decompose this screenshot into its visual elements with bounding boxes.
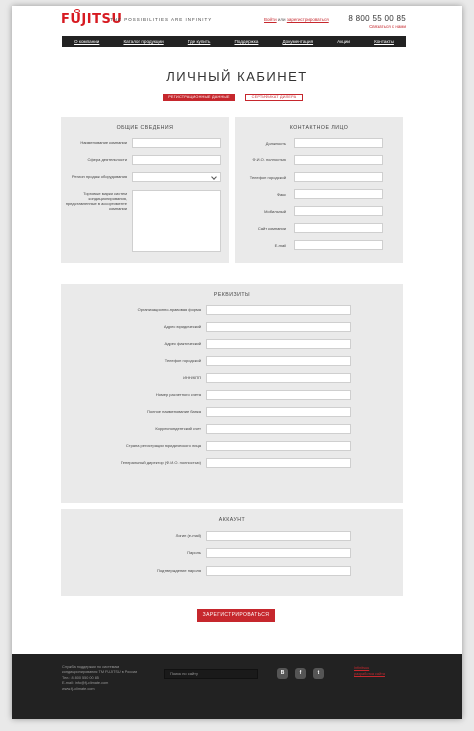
contact-phone-input[interactable] bbox=[294, 172, 383, 182]
login-email-input[interactable] bbox=[206, 531, 351, 541]
tab-dealer-certificate[interactable]: СЕРТИФИКАТ ДИЛЕРА bbox=[245, 94, 303, 101]
twitter-icon[interactable]: t bbox=[313, 668, 324, 679]
activity-field-input[interactable] bbox=[132, 155, 221, 165]
nav-item-promotions[interactable]: Акции bbox=[337, 39, 350, 44]
logo-text: FUJITSU bbox=[61, 12, 123, 27]
registration-country-input[interactable] bbox=[206, 441, 351, 451]
field-label: Торговые марки систем кондиционирования, представленные в ассортименте компании bbox=[65, 191, 127, 211]
nav-item-contacts[interactable]: Контакты bbox=[374, 39, 394, 44]
fax-input[interactable] bbox=[294, 189, 383, 199]
field-label: Ф.И.О. полностью bbox=[252, 157, 286, 162]
infinity-mark-icon bbox=[74, 9, 80, 13]
legal-form-input[interactable] bbox=[206, 305, 351, 315]
footer-line: www.fj-climate.com bbox=[62, 686, 95, 691]
field-label: Адрес юридический bbox=[163, 324, 201, 329]
footer-line: E-mail: info@fj-climate.com bbox=[62, 681, 109, 686]
callback-link[interactable]: Связаться с нами bbox=[369, 24, 406, 29]
field-label: Адрес фактический bbox=[164, 341, 201, 346]
field-label: Сфера деятельности bbox=[87, 157, 127, 162]
login-link[interactable]: Войти bbox=[264, 17, 277, 22]
nav-item-about[interactable]: О компании bbox=[74, 39, 100, 44]
general-director-input[interactable] bbox=[206, 458, 351, 468]
vk-icon[interactable]: B bbox=[277, 668, 288, 679]
password-input[interactable] bbox=[206, 548, 351, 558]
password-confirm-input[interactable] bbox=[206, 566, 351, 576]
field-label: Мобильный bbox=[264, 209, 286, 214]
footer-support-info bbox=[62, 665, 137, 692]
contact-person-title: КОНТАКТНОЕ ЛИЦО bbox=[289, 125, 349, 131]
nav-item-documentation[interactable]: Документация bbox=[282, 39, 314, 44]
sales-region-select[interactable] bbox=[132, 172, 221, 182]
field-label: Логин (e-mail) bbox=[175, 533, 201, 538]
requisites-title: РЕКВИЗИТЫ bbox=[213, 292, 251, 298]
inn-kpp-input[interactable] bbox=[206, 373, 351, 383]
requisites-panel bbox=[61, 284, 403, 503]
field-label: Телефон городской bbox=[164, 358, 201, 363]
account-title: АККАУНТ bbox=[218, 517, 246, 523]
field-label: Телефон городской bbox=[249, 175, 286, 180]
position-input[interactable] bbox=[294, 138, 383, 148]
footer-line: Служба поддержки по системам bbox=[62, 665, 120, 669]
field-label: Корреспондентский счет bbox=[155, 426, 201, 431]
register-link[interactable]: зарегистрироваться bbox=[286, 17, 329, 22]
page-title: ЛИЧНЫЙ КАБИНЕТ bbox=[166, 69, 308, 84]
page bbox=[12, 6, 462, 719]
field-label: Факс bbox=[276, 192, 286, 197]
field-label: Подтверждение пароля bbox=[157, 568, 201, 573]
requisites-phone-input[interactable] bbox=[206, 356, 351, 366]
tagline: THE POSSIBILITIES ARE INFINITY bbox=[110, 17, 213, 22]
field-label: Номер расчетного счета bbox=[155, 392, 201, 397]
field-label: Должность bbox=[265, 141, 286, 146]
nav-item-support[interactable]: Поддержка bbox=[234, 39, 259, 44]
account-number-input[interactable] bbox=[206, 390, 351, 400]
footer-search-input[interactable]: Поиск по сайту bbox=[164, 669, 258, 679]
field-label: Полное наименование банка bbox=[147, 409, 201, 414]
register-button[interactable]: ЗАРЕГИСТРИРОВАТЬСЯ bbox=[197, 609, 275, 622]
field-label: Наименование компании bbox=[80, 140, 127, 145]
field-label: Регион продаж оборудования bbox=[71, 174, 127, 179]
contact-person-panel bbox=[235, 117, 403, 263]
tab-registration-data[interactable]: РЕГИСТРАЦИОННЫЕ ДАННЫЕ bbox=[163, 94, 235, 101]
contact-full-name-input[interactable] bbox=[294, 155, 383, 165]
nav-item-where-to-buy[interactable]: Где купить bbox=[187, 39, 211, 44]
footer-link-site-dev[interactable]: разработка сайта bbox=[354, 672, 385, 676]
field-label: Пароль bbox=[187, 550, 201, 555]
field-label: Генеральный директор (Ф.И.О. полностью) bbox=[120, 460, 201, 465]
account-panel bbox=[61, 509, 403, 596]
email-input[interactable] bbox=[294, 240, 383, 250]
trademarks-textarea[interactable] bbox=[132, 190, 221, 252]
header bbox=[12, 6, 462, 36]
main-nav bbox=[62, 36, 406, 47]
general-info-panel bbox=[61, 117, 229, 263]
bank-name-input[interactable] bbox=[206, 407, 351, 417]
footer bbox=[12, 654, 462, 719]
login-links bbox=[264, 17, 329, 22]
nav-item-catalog[interactable]: Каталог продукции bbox=[123, 39, 164, 44]
general-info-title: ОБЩИЕ СВЕДЕНИЯ bbox=[116, 125, 174, 131]
correspondent-account-input[interactable] bbox=[206, 424, 351, 434]
footer-link-brand[interactable]: Infinitsuu bbox=[354, 666, 370, 670]
login-or: или bbox=[277, 17, 286, 22]
field-label: Организационно-правовая форма bbox=[137, 307, 201, 312]
company-website-input[interactable] bbox=[294, 223, 383, 233]
facebook-icon[interactable]: f bbox=[295, 668, 306, 679]
mobile-input[interactable] bbox=[294, 206, 383, 216]
field-label: ИНН/КПП bbox=[183, 375, 201, 380]
field-label: E-mail bbox=[274, 243, 286, 248]
phone-number: 8 800 55 00 85 bbox=[348, 14, 406, 23]
legal-address-input[interactable] bbox=[206, 322, 351, 332]
field-label: Сайт компании bbox=[257, 226, 286, 231]
field-label: Страна регистрации юридического лица bbox=[125, 443, 201, 448]
company-name-input[interactable] bbox=[132, 138, 221, 148]
footer-line: кондиционирования ТМ FUJITSU в России bbox=[62, 670, 138, 675]
actual-address-input[interactable] bbox=[206, 339, 351, 349]
footer-line: Тел.: 8 800 550 00 85 bbox=[62, 675, 99, 680]
